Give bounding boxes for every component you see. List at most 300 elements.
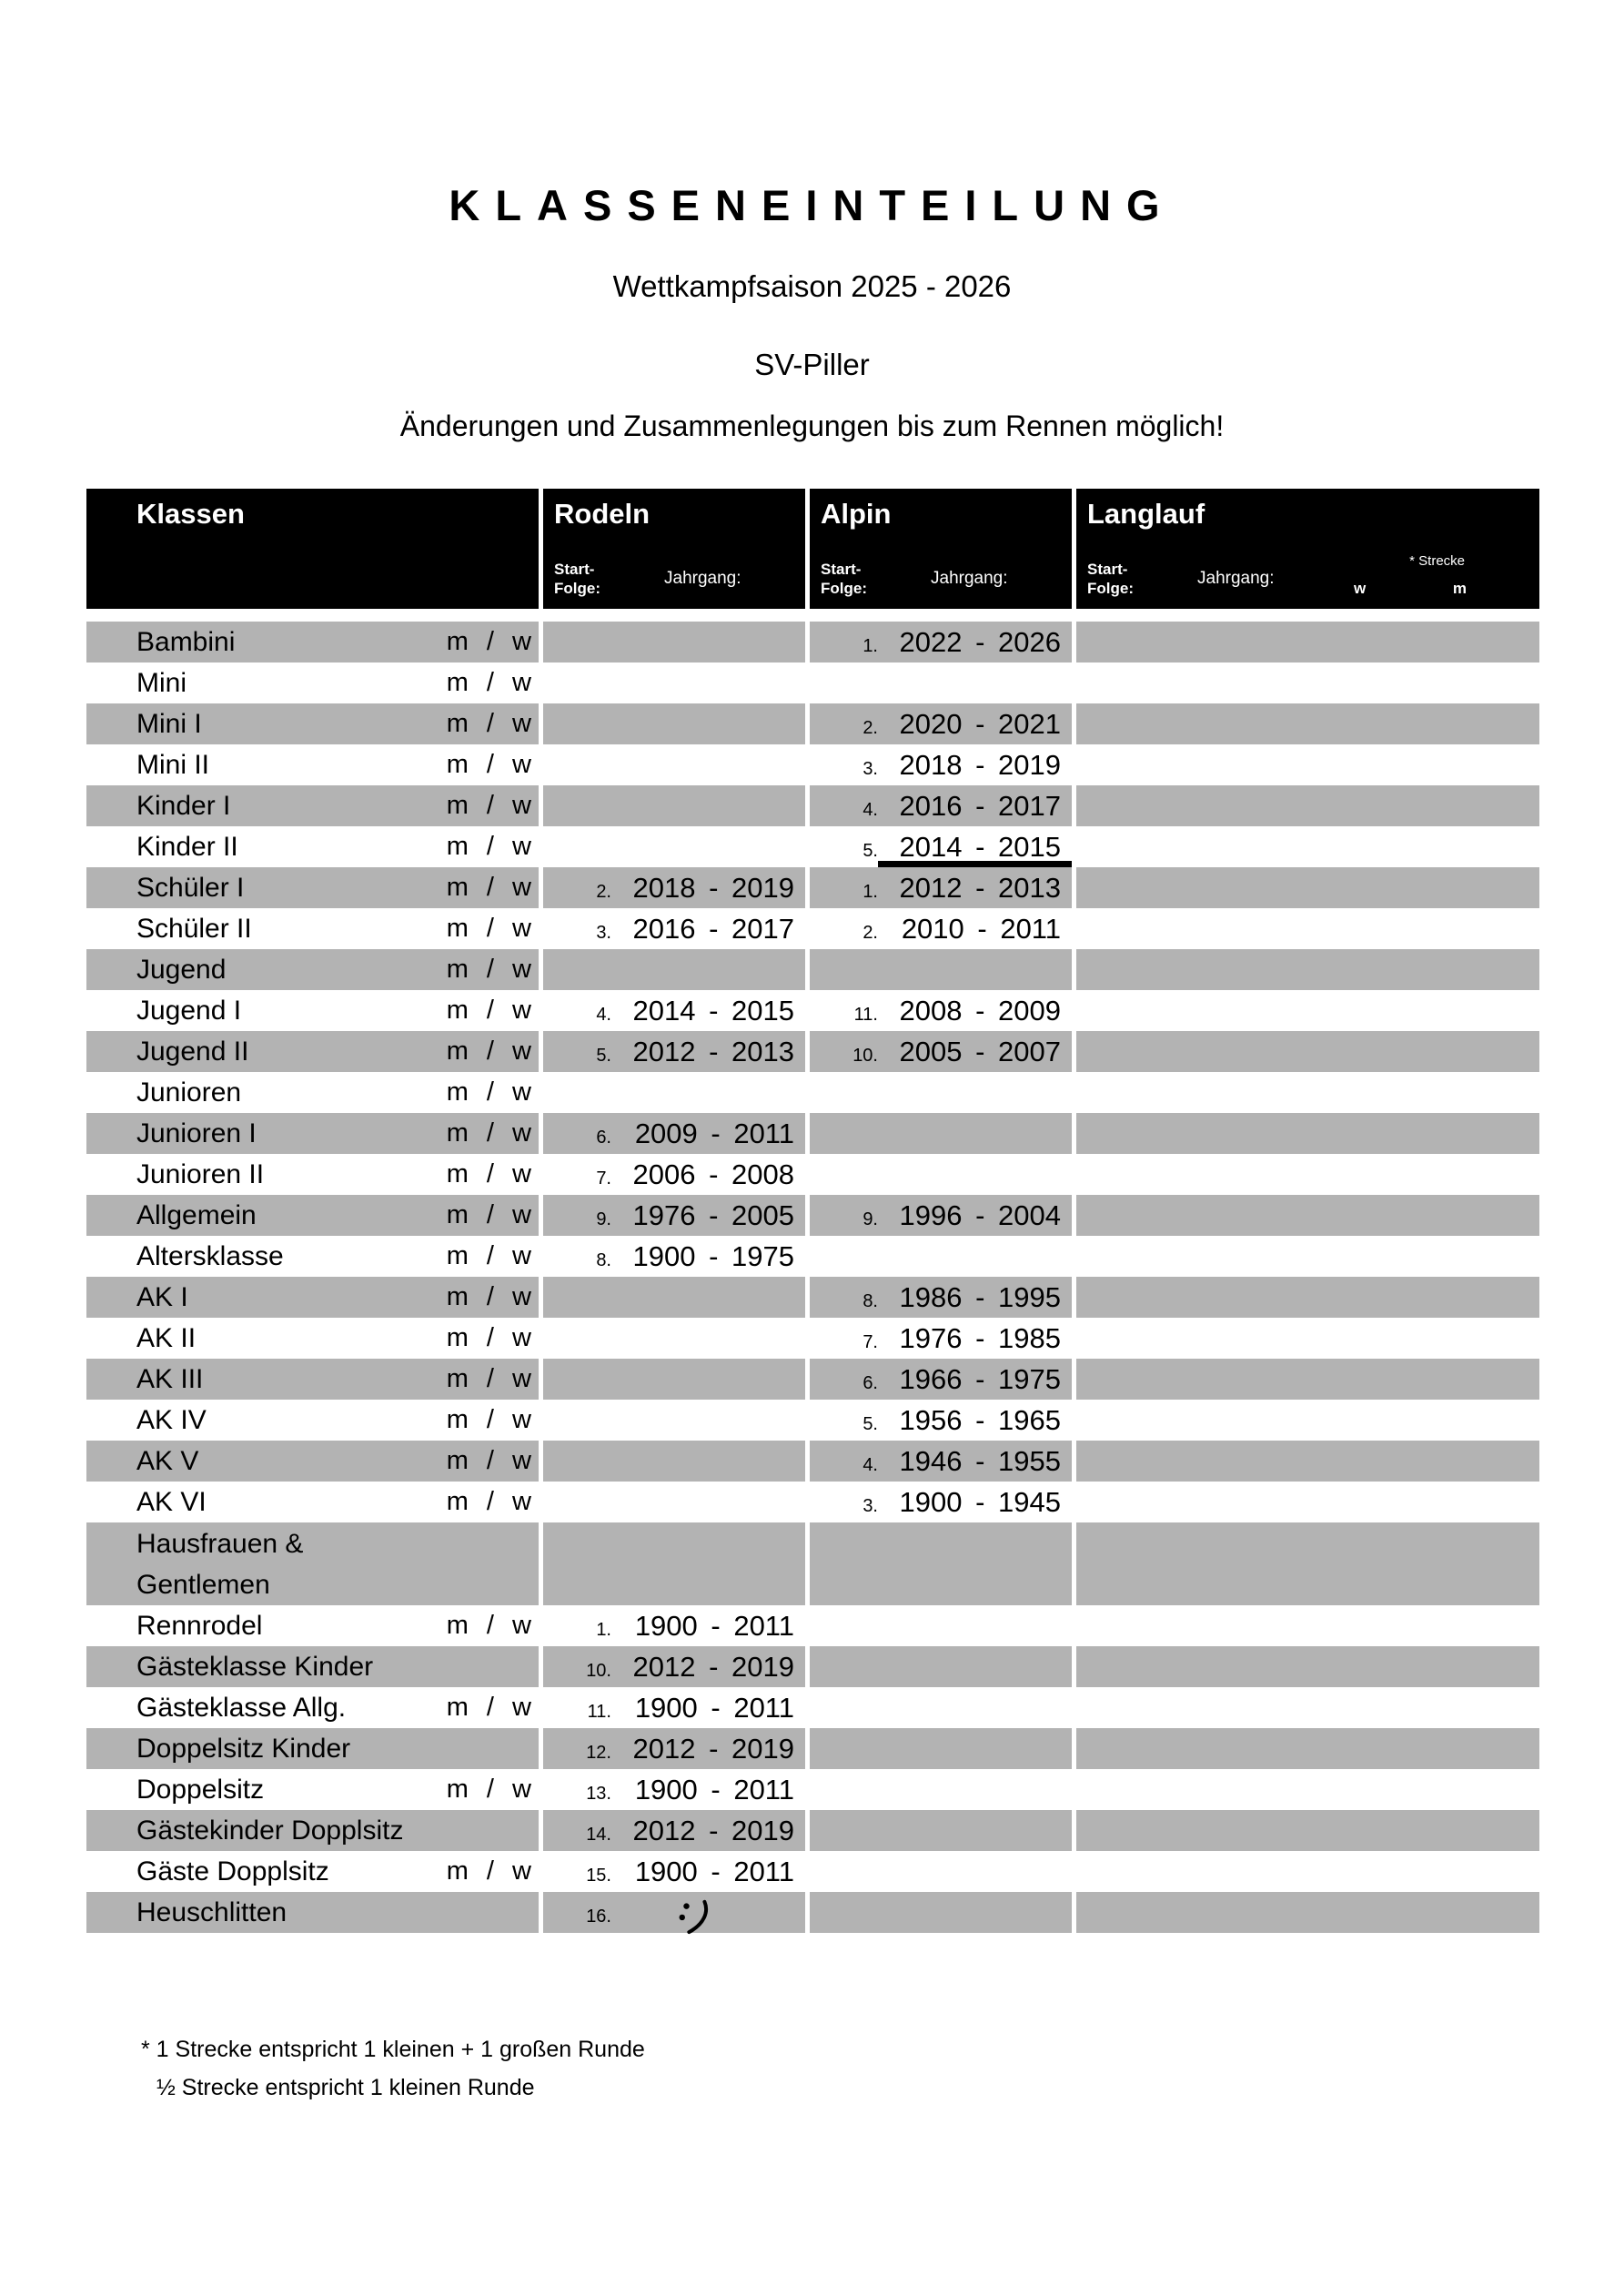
alpin-jahrgang-value: 1946 - 1955 <box>899 1445 1061 1477</box>
alpin-jahrgang-label: Jahrgang: <box>931 569 1008 588</box>
class-label-line: Jugend II <box>136 1036 249 1067</box>
table-row <box>86 1277 1539 1318</box>
alpin-cell <box>810 867 1072 908</box>
table-row <box>86 1605 1539 1646</box>
alpin-jahrgang-value: 1966 - 1975 <box>899 1363 1061 1395</box>
startfolge-line1: Start- <box>1087 561 1128 578</box>
alpin-jahrgang-value <box>878 1154 1072 1195</box>
alpin-jahrgang-value <box>878 1728 1072 1769</box>
langlauf-cell <box>1076 1851 1539 1892</box>
langlauf-subheader <box>1087 560 1275 598</box>
class-label-line: Gästeklasse Kinder <box>136 1651 374 1682</box>
class-label <box>86 873 447 904</box>
table-row <box>86 744 1539 785</box>
langlauf-cell <box>1076 1728 1539 1769</box>
alpin-jahrgang-value <box>878 1851 1072 1892</box>
class-label-line: AK II <box>136 1322 197 1353</box>
langlauf-cell <box>1076 1277 1539 1318</box>
header-cell-alpin <box>810 489 1072 609</box>
alpin-startfolge-value: 9. <box>862 1209 878 1229</box>
langlauf-cell <box>1076 1892 1539 1933</box>
langlauf-cell <box>1076 1687 1539 1728</box>
rodeln-startfolge-value: 5. <box>596 1046 611 1066</box>
alpin-cell <box>810 744 1072 785</box>
strecke-block <box>1354 553 1467 598</box>
header-cell-klassen <box>86 489 539 609</box>
rodeln-cell <box>543 867 805 908</box>
alpin-startfolge-value: 2. <box>862 718 878 738</box>
rodeln-cell <box>543 1769 805 1810</box>
startfolge-line2: Folge: <box>821 580 867 597</box>
alpin-jahrgang-value: 2022 - 2026 <box>899 626 1061 658</box>
rodeln-jahrgang-value <box>611 826 805 867</box>
header-alpin-label: Alpin <box>821 498 892 530</box>
alpin-startfolge-value: 1. <box>862 636 878 656</box>
rodeln-startfolge-value: 8. <box>596 1250 611 1270</box>
langlauf-cell <box>1076 1522 1539 1605</box>
rodeln-jahrgang-value <box>611 785 805 826</box>
gender-label: m / w <box>446 1159 531 1188</box>
class-cell <box>86 990 539 1031</box>
class-cell <box>86 1318 539 1359</box>
langlauf-cell <box>1076 663 1539 703</box>
rodeln-jahrgang-value: 2006 - 2008 <box>632 1158 794 1190</box>
langlauf-cell <box>1076 1359 1539 1400</box>
class-cell <box>86 785 539 826</box>
alpin-cell <box>810 908 1072 949</box>
class-cell <box>86 1072 539 1113</box>
alpin-subheader <box>821 560 1008 598</box>
rodeln-subheader <box>554 560 741 598</box>
alpin-jahrgang-value: 1900 - 1945 <box>899 1486 1061 1518</box>
table-row <box>86 1072 1539 1113</box>
alpin-startfolge-value: 2. <box>862 923 878 943</box>
class-cell <box>86 826 539 867</box>
table-row <box>86 1646 1539 1687</box>
class-label <box>86 914 447 945</box>
alpin-jahrgang-value <box>878 1769 1072 1810</box>
class-cell <box>86 1113 539 1154</box>
alpin-jahrgang-value: 1996 - 2004 <box>899 1199 1061 1231</box>
smiley-symbol-icon <box>678 1898 712 1935</box>
rodeln-jahrgang-value: 1900 - 2011 <box>634 1610 794 1642</box>
alpin-cell <box>810 703 1072 744</box>
rodeln-jahrgang-value <box>611 1072 805 1113</box>
rodeln-cell <box>543 622 805 663</box>
rodeln-jahrgang-value <box>611 1441 805 1482</box>
class-label-line: AK V <box>136 1445 199 1476</box>
rodeln-jahrgang-value: 2016 - 2017 <box>632 913 794 945</box>
footnote-halbe-strecke: ½ Strecke entspricht 1 kleinen Runde <box>156 2075 535 2100</box>
table-row <box>86 1687 1539 1728</box>
rodeln-startfolge-value: 3. <box>596 923 611 943</box>
class-label-line: Allgemein <box>136 1199 257 1230</box>
alpin-jahrgang-value: 2008 - 2009 <box>899 995 1061 1027</box>
rodeln-jahrgang-value: 2012 - 2013 <box>632 1036 794 1067</box>
alpin-startfolge-value: 4. <box>862 800 878 820</box>
class-label <box>86 955 447 986</box>
langlauf-cell <box>1076 949 1539 990</box>
strecke-label: * Strecke <box>1409 553 1465 569</box>
startfolge-line2: Folge: <box>554 580 600 597</box>
header-cell-langlauf <box>1076 489 1539 609</box>
alpin-cell <box>810 990 1072 1031</box>
alpin-cell <box>810 1810 1072 1851</box>
rodeln-jahrgang-value: 1900 - 1975 <box>632 1240 794 1272</box>
alpin-jahrgang-value <box>878 1113 1072 1154</box>
class-label <box>86 1323 447 1354</box>
alpin-startfolge-label <box>821 560 867 598</box>
gender-label: m / w <box>446 873 531 902</box>
gender-label: m / w <box>446 1446 531 1475</box>
langlauf-cell <box>1076 1113 1539 1154</box>
alpin-cell <box>810 1195 1072 1236</box>
alpin-cell <box>810 1728 1072 1769</box>
rodeln-jahrgang-value <box>611 1318 805 1359</box>
table-row <box>86 1236 1539 1277</box>
alpin-startfolge-value: 10. <box>852 1046 878 1066</box>
langlauf-cell <box>1076 744 1539 785</box>
rodeln-startfolge-value: 16. <box>586 1907 611 1927</box>
class-label-line: AK VI <box>136 1486 207 1517</box>
rodeln-jahrgang-value: 1900 - 2011 <box>634 1856 794 1887</box>
class-cell <box>86 1154 539 1195</box>
rodeln-cell <box>543 1851 805 1892</box>
alpin-cell <box>810 949 1072 990</box>
class-label-line: Gäste Dopplsitz <box>136 1856 329 1886</box>
alpin-jahrgang-value <box>878 1522 1072 1563</box>
table-row <box>86 785 1539 826</box>
alpin-cell <box>810 1277 1072 1318</box>
class-label <box>86 1693 447 1724</box>
rodeln-cell <box>543 1113 805 1154</box>
rodeln-jahrgang-value <box>611 663 805 703</box>
class-cell <box>86 663 539 703</box>
table-row <box>86 1400 1539 1441</box>
langlauf-cell <box>1076 1236 1539 1277</box>
rodeln-startfolge-label <box>554 560 600 598</box>
gender-label: m / w <box>446 1282 531 1311</box>
langlauf-cell <box>1076 1072 1539 1113</box>
rodeln-cell <box>543 1359 805 1400</box>
class-label <box>86 1897 531 1928</box>
startfolge-line2: Folge: <box>1087 580 1134 597</box>
class-label-line: Kinder II <box>136 831 238 862</box>
alpin-cell <box>810 1031 1072 1072</box>
rodeln-cell <box>543 949 805 990</box>
langlauf-cell <box>1076 1031 1539 1072</box>
class-cell <box>86 1687 539 1728</box>
rodeln-cell <box>543 908 805 949</box>
class-label-line: AK IV <box>136 1404 207 1435</box>
table-row <box>86 1195 1539 1236</box>
class-label-line: Gästeklasse Allg. <box>136 1692 347 1723</box>
class-label <box>86 996 447 1027</box>
rodeln-startfolge-value: 10. <box>586 1661 611 1681</box>
class-label <box>86 1652 531 1683</box>
alpin-jahrgang-value: 2020 - 2021 <box>899 708 1061 740</box>
table-row <box>86 1441 1539 1482</box>
table-row <box>86 1810 1539 1851</box>
rodeln-cell <box>543 744 805 785</box>
class-cell <box>86 1277 539 1318</box>
class-label-line: Bambini <box>136 626 236 657</box>
rodeln-cell <box>543 1236 805 1277</box>
class-label-line: Kinder I <box>136 790 231 821</box>
alpin-cell <box>810 1482 1072 1522</box>
startfolge-line1: Start- <box>821 561 862 578</box>
season-subtitle: Wettkampfsaison 2025 - 2026 <box>612 269 1012 303</box>
table-row <box>86 908 1539 949</box>
alpin-startfolge-value: 7. <box>862 1332 878 1352</box>
alpin-cell <box>810 1522 1072 1605</box>
rodeln-cell <box>543 1892 805 1933</box>
class-label <box>86 1487 447 1518</box>
m-label: m <box>1452 580 1467 597</box>
class-cell <box>86 1769 539 1810</box>
rodeln-cell <box>543 1646 805 1687</box>
class-label-line: Junioren II <box>136 1158 265 1189</box>
alpin-cell <box>810 1892 1072 1933</box>
class-label-line: Junioren I <box>136 1118 257 1148</box>
gender-label: m / w <box>446 627 531 656</box>
langlauf-cell <box>1076 1195 1539 1236</box>
alpin-jahrgang-value: 2016 - 2017 <box>899 790 1061 822</box>
rodeln-jahrgang-value: 1976 - 2005 <box>632 1199 794 1231</box>
table-row <box>86 703 1539 744</box>
rodeln-jahrgang-value: 2012 - 2019 <box>632 1815 794 1846</box>
alpin-jahrgang-value: 2012 - 2013 <box>899 872 1061 904</box>
class-table <box>86 489 1539 1933</box>
alpin-cell <box>810 1359 1072 1400</box>
gender-label: m / w <box>446 1611 531 1640</box>
langlauf-cell <box>1076 867 1539 908</box>
class-label-line: Jugend <box>136 954 227 985</box>
alpin-cell <box>810 1154 1072 1195</box>
alpin-cell <box>810 1113 1072 1154</box>
rodeln-jahrgang-value: 2012 - 2019 <box>632 1651 794 1683</box>
langlauf-cell <box>1076 703 1539 744</box>
class-cell <box>86 908 539 949</box>
alpin-jahrgang-value: 1976 - 1985 <box>899 1322 1061 1354</box>
table-row <box>86 1154 1539 1195</box>
alpin-startfolge-value: 6. <box>862 1373 878 1393</box>
alpin-jahrgang-value <box>878 1605 1072 1646</box>
gender-label: m / w <box>446 1200 531 1229</box>
alpin-jahrgang-value: 2014 - 2015 <box>878 826 1072 867</box>
rodeln-jahrgang-value <box>611 949 805 990</box>
rodeln-cell <box>543 1400 805 1441</box>
table-row <box>86 1522 1539 1605</box>
langlauf-cell <box>1076 622 1539 663</box>
rodeln-jahrgang-value <box>611 1522 805 1563</box>
class-label-line: Schüler I <box>136 872 245 903</box>
gender-label: m / w <box>446 668 531 697</box>
rodeln-jahrgang-value: 1900 - 2011 <box>634 1692 794 1724</box>
rodeln-cell <box>543 1522 805 1605</box>
class-cell <box>86 622 539 663</box>
gender-label: m / w <box>446 1487 531 1516</box>
gender-label: m / w <box>446 1037 531 1066</box>
header-langlauf-label: Langlauf <box>1087 498 1205 530</box>
gender-label: m / w <box>446 791 531 820</box>
table-row <box>86 1851 1539 1892</box>
langlauf-cell <box>1076 1154 1539 1195</box>
langlauf-cell <box>1076 1482 1539 1522</box>
alpin-startfolge-value: 8. <box>862 1291 878 1311</box>
class-cell <box>86 744 539 785</box>
rodeln-cell <box>543 1728 805 1769</box>
langlauf-cell <box>1076 990 1539 1031</box>
class-label-line: Doppelsitz Kinder <box>136 1733 351 1764</box>
alpin-jahrgang-value <box>878 663 1072 703</box>
rodeln-startfolge-value: 15. <box>586 1866 611 1886</box>
alpin-startfolge-value: 3. <box>862 1496 878 1516</box>
alpin-startfolge-value: 4. <box>862 1455 878 1475</box>
class-label <box>86 1282 447 1313</box>
rodeln-jahrgang-label: Jahrgang: <box>664 569 741 588</box>
rodeln-cell <box>543 826 805 867</box>
class-cell <box>86 1646 539 1687</box>
rodeln-cell <box>543 1072 805 1113</box>
rodeln-jahrgang-value <box>611 1482 805 1522</box>
langlauf-cell <box>1076 1646 1539 1687</box>
class-cell <box>86 1810 539 1851</box>
table-row <box>86 1769 1539 1810</box>
rodeln-jahrgang-value: 1900 - 2011 <box>634 1774 794 1805</box>
rodeln-jahrgang-value: 2009 - 2011 <box>634 1118 794 1149</box>
class-cell <box>86 1400 539 1441</box>
class-cell <box>86 1359 539 1400</box>
rodeln-cell <box>543 990 805 1031</box>
class-label-line: AK III <box>136 1363 204 1394</box>
class-label-line: Rennrodel <box>136 1610 263 1641</box>
class-label <box>86 1446 447 1477</box>
class-label-line: Mini II <box>136 749 210 780</box>
langlauf-cell <box>1076 1400 1539 1441</box>
gender-label: m / w <box>446 1323 531 1352</box>
alpin-jahrgang-value <box>878 1892 1072 1933</box>
class-label-line: Jugend I <box>136 995 242 1026</box>
langlauf-cell <box>1076 785 1539 826</box>
gender-label: m / w <box>446 1693 531 1722</box>
alpin-jahrgang-value: 2018 - 2019 <box>899 749 1061 781</box>
w-label: w <box>1354 580 1367 597</box>
rodeln-cell <box>543 1441 805 1482</box>
table-row <box>86 1728 1539 1769</box>
alpin-jahrgang-value <box>878 1236 1072 1277</box>
alpin-startfolge-value: 11. <box>853 1005 878 1025</box>
langlauf-cell <box>1076 1605 1539 1646</box>
class-label <box>86 832 447 863</box>
alpin-cell <box>810 622 1072 663</box>
class-cell <box>86 1605 539 1646</box>
alpin-cell <box>810 1236 1072 1277</box>
langlauf-cell <box>1076 1769 1539 1810</box>
gender-label: m / w <box>446 955 531 984</box>
rodeln-startfolge-value: 13. <box>586 1784 611 1804</box>
alpin-cell <box>810 826 1072 867</box>
rodeln-cell <box>543 1482 805 1522</box>
gender-label: m / w <box>446 750 531 779</box>
table-row <box>86 1359 1539 1400</box>
alpin-jahrgang-value: 1956 - 1965 <box>899 1404 1061 1436</box>
rodeln-startfolge-value: 2. <box>596 882 611 902</box>
alpin-cell <box>810 1318 1072 1359</box>
class-label-line: Doppelsitz <box>136 1774 265 1805</box>
class-cell <box>86 1892 539 1933</box>
alpin-cell <box>810 1646 1072 1687</box>
table-row <box>86 1318 1539 1359</box>
class-label <box>86 1118 447 1149</box>
langlauf-startfolge-label <box>1087 560 1134 598</box>
gender-label: m / w <box>446 832 531 861</box>
rodeln-jahrgang-value <box>611 744 805 785</box>
rodeln-jahrgang-value <box>611 1277 805 1318</box>
class-label <box>86 1856 447 1887</box>
alpin-startfolge-value: 5. <box>862 1414 878 1434</box>
class-label <box>86 1200 447 1231</box>
alpin-cell <box>810 1687 1072 1728</box>
class-label <box>86 1611 447 1642</box>
alpin-cell <box>810 1851 1072 1892</box>
table-header <box>86 489 1539 609</box>
alpin-startfolge-value: 5. <box>862 841 878 861</box>
table-row <box>86 663 1539 703</box>
alpin-cell <box>810 1769 1072 1810</box>
document-title: KLASSENEINTEILUNG <box>449 181 1175 229</box>
rodeln-cell <box>543 1810 805 1851</box>
rodeln-startfolge-value: 9. <box>596 1209 611 1229</box>
gender-label: m / w <box>446 914 531 943</box>
class-label-line: AK I <box>136 1281 188 1312</box>
rodeln-jahrgang-value <box>611 1359 805 1400</box>
table-row <box>86 1892 1539 1933</box>
rodeln-jahrgang-value: 2018 - 2019 <box>632 872 794 904</box>
class-label <box>86 1405 447 1436</box>
class-label <box>86 750 447 781</box>
class-label-line: Hausfrauen & <box>136 1528 304 1559</box>
langlauf-cell <box>1076 826 1539 867</box>
class-label <box>86 627 447 658</box>
alpin-cell <box>810 1441 1072 1482</box>
class-cell <box>86 1728 539 1769</box>
header-cell-rodeln <box>543 489 805 609</box>
gender-label: m / w <box>446 1077 531 1107</box>
rodeln-cell <box>543 1687 805 1728</box>
gender-label: m / w <box>446 1241 531 1270</box>
rodeln-cell <box>543 785 805 826</box>
class-label <box>86 668 447 699</box>
class-label <box>86 1816 531 1846</box>
rodeln-startfolge-value: 6. <box>596 1128 611 1148</box>
table-row <box>86 867 1539 908</box>
gender-label: m / w <box>446 709 531 738</box>
alpin-jahrgang-value <box>878 1072 1072 1113</box>
alpin-cell <box>810 785 1072 826</box>
rodeln-jahrgang-value <box>611 703 805 744</box>
alpin-jahrgang-value <box>878 1810 1072 1851</box>
class-cell <box>86 1441 539 1482</box>
class-label-line: Mini I <box>136 708 202 739</box>
alpin-jahrgang-value: 2010 - 2011 <box>901 913 1061 945</box>
gender-label: m / w <box>446 996 531 1025</box>
rodeln-startfolge-value: 12. <box>586 1743 611 1763</box>
gender-label: m / w <box>446 1856 531 1886</box>
class-label-line: Altersklasse <box>136 1240 284 1271</box>
header-rodeln-label: Rodeln <box>554 498 651 530</box>
class-label-line: Mini <box>136 667 187 698</box>
